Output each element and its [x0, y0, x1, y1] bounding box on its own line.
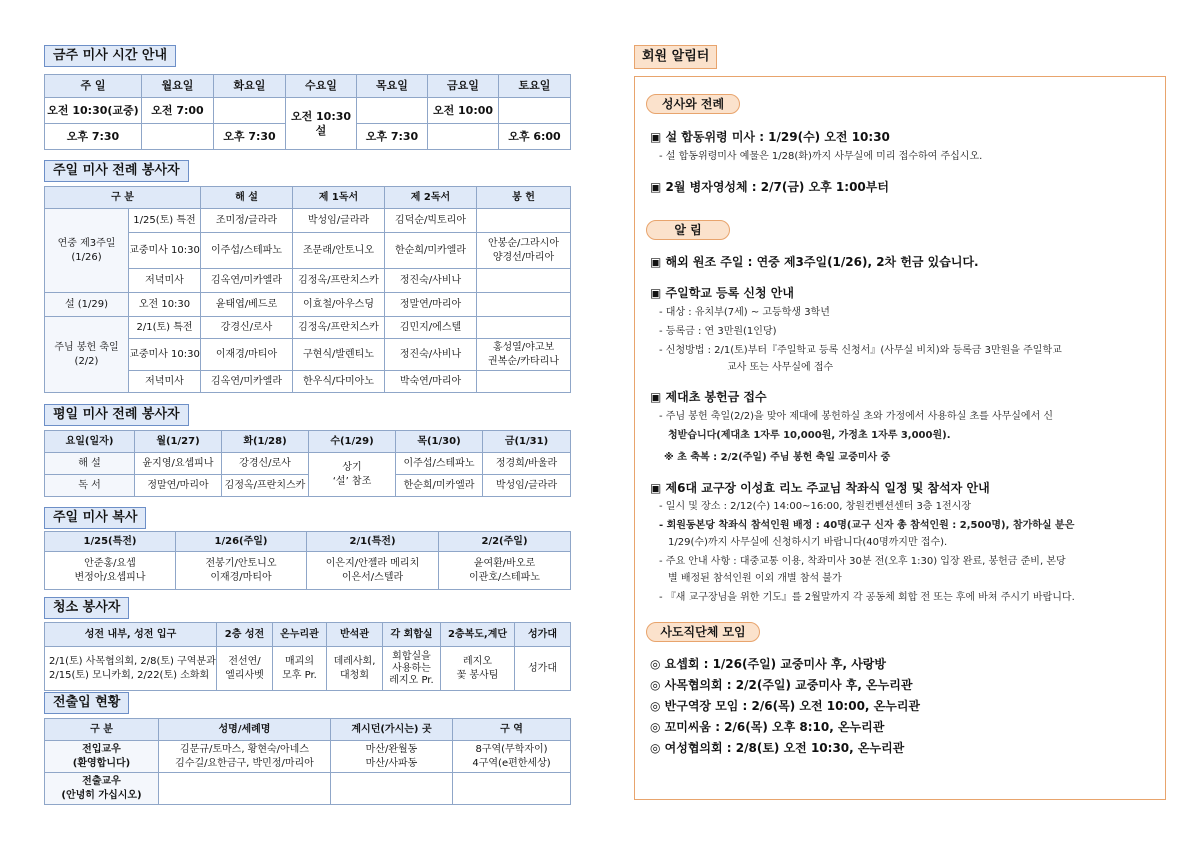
server-cell: 이주섭/스테파노	[201, 233, 293, 269]
notice-item-1: ▣ 해외 원조 주일 : 연중 제3주일(1/26), 2차 헌금 있습니다.	[650, 255, 979, 269]
header-date: 1/26(주일)	[176, 532, 307, 552]
saturday-time: 오후 6:00	[499, 124, 571, 150]
wednesday-time: 오전 10:30	[290, 109, 352, 123]
header-category: 구 분	[45, 187, 201, 209]
notice-item-2-line: - 등록금 : 연 3만원(1인당)	[659, 326, 777, 337]
server-cell: 김정옥/프란치스카	[222, 475, 309, 497]
notice-item-4: ▣ 제6대 교구장 이성효 리노 주교님 착좌식 일정 및 참석자 안내	[650, 481, 990, 495]
cleaning-table	[44, 622, 571, 691]
notice-item-2-line: - 대상 : 유치부(7세) ~ 고등학생 3학년	[659, 307, 830, 318]
server-cell: 윤태엽/베드로	[201, 293, 293, 317]
header-sunday: 주 일	[45, 75, 142, 98]
server-cell: 김정옥/프란치스카	[293, 317, 385, 339]
meeting-item: ◎ 요셉회 : 1/26(주일) 교중미사 후, 사랑방	[650, 657, 886, 671]
server-cell: 박성임/글라라	[483, 475, 571, 497]
server-cell: 윤여환/바오로 이관호/스테파노	[439, 552, 571, 590]
server-cell: 강경신/로사	[222, 453, 309, 475]
row-label: 독 서	[45, 475, 135, 497]
transfer-cell	[453, 773, 571, 805]
row-label: 해 설	[45, 453, 135, 475]
notice-item-3-line: - 주님 봉헌 축일(2/2)을 맞아 제대에 봉헌하실 초와 가정에서 사용하실 초를 사무실에서 신	[659, 411, 1054, 422]
friday-empty	[428, 124, 499, 150]
header-area: 성가대	[515, 623, 571, 647]
monday-empty	[142, 124, 214, 150]
header-date: 2/2(주일)	[439, 532, 571, 552]
header-area: 반석관	[327, 623, 383, 647]
server-cell: 안준홍/요셉 변정아/요셉피나	[45, 552, 176, 590]
server-cell: 김민지/에스텔	[385, 317, 477, 339]
sunday-time-1: 오전 10:30(교중)	[45, 98, 142, 124]
thursday-empty	[357, 98, 428, 124]
server-cell: 김정옥/프란치스카	[293, 269, 385, 293]
server-cell: 박성임/글라라	[293, 209, 385, 233]
header-saturday: 토요일	[499, 75, 571, 98]
server-cell	[477, 209, 571, 233]
header-fri: 금(1/31)	[483, 431, 571, 453]
header-commentary: 해 설	[201, 187, 293, 209]
server-cell: 이은지/안젤라 메리치 이은서/스텔라	[307, 552, 439, 590]
header-area: 2층복도,계단	[441, 623, 515, 647]
server-cell: 이주섭/스테파노	[396, 453, 483, 475]
liturgy-item-1-detail: - 설 합동위령미사 예물은 1/28(화)까지 사무실에 미리 접수하여 주십시오.	[659, 151, 983, 162]
header-area: 온누리관	[273, 623, 327, 647]
time-label: 저녁미사	[129, 269, 201, 293]
cleaning-cell: 전선연/ 엘리사벳	[217, 647, 273, 691]
header-wed: 수(1/29)	[309, 431, 396, 453]
notice-section-label: 알 림	[646, 220, 730, 240]
group-label: 연중 제3주일 (1/26)	[45, 209, 129, 293]
server-cell: 정경희/바울라	[483, 453, 571, 475]
header-thu: 목(1/30)	[396, 431, 483, 453]
thursday-time: 오후 7:30	[357, 124, 428, 150]
cleaning-title: 청소 봉사자	[44, 597, 129, 619]
mass-times-table	[44, 74, 571, 150]
transfer-in-label: 전입교우 (환영합니다)	[45, 741, 159, 773]
server-cell: 강경신/로사	[201, 317, 293, 339]
cleaning-cell: 매괴의 모후 Pr.	[273, 647, 327, 691]
cleaning-cell: 성가대	[515, 647, 571, 691]
server-cell: 윤지영/요셉피나	[135, 453, 222, 475]
notice-item-4-line: - 회원동본당 착좌식 참석인원 배정 : 40명(교구 신자 총 참석인원 : 2,500명), 참가하실 분은	[659, 520, 1075, 531]
liturgy-item-2: ▣ 2월 병자영성체 : 2/7(금) 오후 1:00부터	[650, 180, 889, 194]
notice-item-4-line: 별 배정된 참석인원 이외 개별 참석 불가	[668, 573, 842, 584]
server-cell: 이효철/아우스딩	[293, 293, 385, 317]
server-cell: 정진숙/사비나	[385, 339, 477, 371]
sunday-servers-table	[44, 186, 571, 393]
header-tuesday: 화요일	[214, 75, 286, 98]
notice-item-2: ▣ 주일학교 등록 신청 안내	[650, 286, 794, 300]
time-label: 교중미사 10:30	[129, 233, 201, 269]
mass-times-title: 금주 미사 시간 안내	[44, 45, 176, 67]
server-cell: 한순희/미카엘라	[385, 233, 477, 269]
groups-section-label: 사도직단체 모임	[646, 622, 760, 642]
meeting-item: ◎ 반구역장 모임 : 2/6(목) 오전 10:00, 온누리관	[650, 699, 921, 713]
server-cell: 한순희/미카엘라	[396, 475, 483, 497]
transfer-cell: 마산/완월동 마산/사파동	[331, 741, 453, 773]
tuesday-empty	[214, 98, 286, 124]
server-cell: 박숙연/마리아	[385, 371, 477, 393]
time-label: 저녁미사	[129, 371, 201, 393]
transfers-title: 전출입 현황	[44, 692, 129, 714]
notice-item-4-line: - 『새 교구장님을 위한 기도』를 2월말까지 각 공동체 회합 전 또는 후에 바쳐 주시기 바랍니다.	[659, 592, 1075, 603]
altar-servers-table	[44, 531, 571, 590]
meeting-item: ◎ 여성협의회 : 2/8(토) 오전 10:30, 온누리관	[650, 741, 905, 755]
notice-item-4-line: - 주요 안내 사항 : 대중교통 이용, 착좌미사 30분 전(오후 1:30) 입장 완료, 봉헌금 준비, 본당	[659, 556, 1066, 567]
notice-item-2-line: 교사 또는 사무실에 접수	[727, 362, 834, 373]
cleaning-cell: 2/1(토) 사목협의회, 2/8(토) 구역분과 2/15(토) 모니카회, 2/22(토) 소화회	[45, 647, 217, 691]
cleaning-cell: 회합실을 사용하는 레지오 Pr.	[383, 647, 441, 691]
notice-item-4-line: 1/29(수)까지 사무실에 신청하시기 바랍니다(40명까지만 접수).	[668, 537, 948, 548]
liturgy-section-label: 성사와 전례	[646, 94, 740, 114]
server-cell: 안봉순/그라시아 양경선/마리아	[477, 233, 571, 269]
notices-title: 회원 알림터	[634, 45, 717, 69]
wednesday-note: 설	[315, 123, 327, 137]
server-cell	[477, 317, 571, 339]
header-mon: 월(1/27)	[135, 431, 222, 453]
wednesday-note: 상기 ‘설’ 참조	[309, 453, 396, 497]
server-cell	[477, 293, 571, 317]
tuesday-time: 오후 7:30	[214, 124, 286, 150]
header-reading2: 제 2독서	[385, 187, 477, 209]
header-category: 구 분	[45, 719, 159, 741]
altar-servers-title: 주일 미사 복사	[44, 507, 146, 529]
transfer-cell: 8구역(무학자이) 4구역(e편한세상)	[453, 741, 571, 773]
saturday-empty	[499, 98, 571, 124]
server-cell: 정진숙/사비나	[385, 269, 477, 293]
transfer-cell	[159, 773, 331, 805]
weekday-servers-table	[44, 430, 571, 497]
header-place: 계시던(가시는) 곳	[331, 719, 453, 741]
server-cell	[477, 371, 571, 393]
header-district: 구 역	[453, 719, 571, 741]
transfer-out-label: 전출교우 (안녕히 가십시오)	[45, 773, 159, 805]
server-cell: 조문래/안토니오	[293, 233, 385, 269]
header-day: 요일(일자)	[45, 431, 135, 453]
header-name: 성명/세례명	[159, 719, 331, 741]
server-cell: 김옥연/미카엘라	[201, 269, 293, 293]
notice-item-3-note: ※ 초 축복 : 2/2(주일) 주님 봉헌 축일 교중미사 중	[664, 452, 891, 463]
header-date: 2/1(특전)	[307, 532, 439, 552]
header-area: 2층 성전	[217, 623, 273, 647]
server-cell: 정말연/마리아	[135, 475, 222, 497]
weekday-servers-title: 평일 미사 전례 봉사자	[44, 404, 189, 426]
server-cell: 김옥연/미카엘라	[201, 371, 293, 393]
server-cell: 전봉기/안토니오 이재경/마티아	[176, 552, 307, 590]
notice-item-3-line: 청받습니다(제대초 1자루 10,000원, 가정초 1자루 3,000원).	[668, 430, 951, 441]
header-area: 성전 내부, 성전 입구	[45, 623, 217, 647]
server-cell: 홍성열/야고보 권복순/카타리나	[477, 339, 571, 371]
header-friday: 금요일	[428, 75, 499, 98]
server-cell	[477, 269, 571, 293]
transfer-cell: 김문규/토마스, 황현숙/아네스 김수길/요한금구, 박민정/마리아	[159, 741, 331, 773]
time-label: 교중미사 10:30	[129, 339, 201, 371]
server-cell: 김덕순/빅토리아	[385, 209, 477, 233]
server-cell: 조미정/글라라	[201, 209, 293, 233]
sunday-time-2: 오후 7:30	[45, 124, 142, 150]
header-tue: 화(1/28)	[222, 431, 309, 453]
header-monday: 월요일	[142, 75, 214, 98]
transfers-table	[44, 718, 571, 805]
header-thursday: 목요일	[357, 75, 428, 98]
server-cell: 한우식/다미아노	[293, 371, 385, 393]
meeting-item: ◎ 사목협의회 : 2/2(주일) 교중미사 후, 온누리관	[650, 678, 913, 692]
cleaning-cell: 데레사회, 대청회	[327, 647, 383, 691]
header-reading1: 제 1독서	[293, 187, 385, 209]
friday-time: 오전 10:00	[428, 98, 499, 124]
transfer-cell	[331, 773, 453, 805]
cleaning-cell: 레지오 꽃 봉사팀	[441, 647, 515, 691]
time-label: 오전 10:30	[129, 293, 201, 317]
meeting-item: ◎ 꼬미씨움 : 2/6(목) 오후 8:10, 온누리관	[650, 720, 885, 734]
header-wednesday: 수요일	[286, 75, 357, 98]
notice-item-3: ▣ 제대초 봉헌금 접수	[650, 390, 767, 404]
time-label: 2/1(토) 특전	[129, 317, 201, 339]
group-label: 설 (1/29)	[45, 293, 129, 317]
wednesday-cell	[286, 98, 357, 150]
server-cell: 정말연/마리아	[385, 293, 477, 317]
header-area: 각 회합실	[383, 623, 441, 647]
monday-time: 오전 7:00	[142, 98, 214, 124]
server-cell: 구현식/발렌티노	[293, 339, 385, 371]
notice-item-2-line: - 신청방법 : 2/1(토)부터『주일학교 등록 신청서』(사무실 비치)와 등록금 3만원을 주일학교	[659, 345, 1062, 356]
time-label: 1/25(토) 특전	[129, 209, 201, 233]
header-date: 1/25(특전)	[45, 532, 176, 552]
notice-item-4-line: - 일시 및 장소 : 2/12(수) 14:00~16:00, 창원컨벤션센터 3층 1전시장	[659, 501, 971, 512]
server-cell: 이재경/마티아	[201, 339, 293, 371]
sunday-servers-title: 주일 미사 전례 봉사자	[44, 160, 189, 182]
liturgy-item-1: ▣ 설 합동위령 미사 : 1/29(수) 오전 10:30	[650, 130, 890, 144]
header-offering: 봉 헌	[477, 187, 571, 209]
group-label: 주님 봉헌 축일 (2/2)	[45, 317, 129, 393]
